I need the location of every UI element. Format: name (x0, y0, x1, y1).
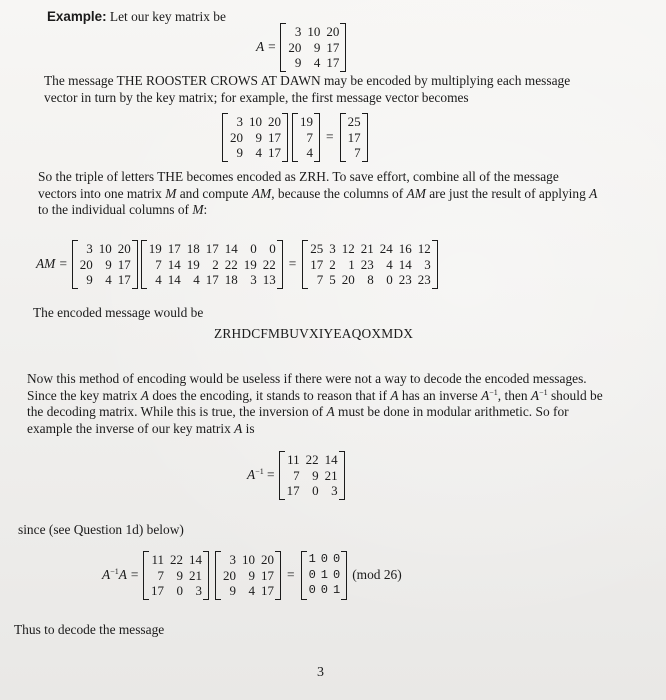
matrix-entry: 17 (261, 583, 275, 598)
equals-sign: = (326, 129, 334, 145)
matrix-entry: 3 (294, 24, 302, 39)
matrix-entry: 0 (320, 583, 328, 597)
matrix-entry: 14 (167, 256, 181, 272)
matrix-entry: 14 (189, 552, 203, 567)
matrix-entry: 18 (186, 241, 200, 256)
inverse-label: $A^{-1}$ = (247, 467, 275, 483)
matrix-entry: 10 (307, 24, 321, 39)
matrix-entry: 20 (79, 256, 93, 272)
matrix-entry: 7 (155, 256, 162, 272)
matrix-entry: 14 (167, 272, 181, 287)
matrix-entry: 20 (341, 272, 355, 287)
matrix-entry: 20 (268, 114, 281, 129)
matrix-entry: 4 (105, 272, 112, 287)
matrix-entry: 9 (105, 256, 112, 272)
matrix-entry: 9 (176, 567, 184, 583)
matrix-entry: 4 (248, 583, 256, 598)
matrix-entry: 9 (86, 272, 93, 287)
matrix-entry: 4 (155, 272, 162, 287)
identity-lhs-label: $A^{-1}A$ = (102, 567, 140, 583)
matrix-entry: 17 (261, 567, 275, 583)
matrix-entry: 23 (360, 256, 374, 272)
matrix-entry: 21 (189, 567, 203, 583)
matrix-entry: 4 (306, 145, 313, 160)
matrix-entry: 0 (386, 272, 393, 287)
identity-key-matrix (215, 552, 281, 599)
matrix-entry: 3 (86, 241, 93, 256)
matrix-entry: 4 (255, 145, 262, 160)
matrix-entry: 4 (313, 55, 321, 70)
matrix-entry: 17 (326, 39, 340, 55)
matrix-entry: 0 (308, 567, 316, 582)
matrix-entry: 16 (398, 241, 412, 256)
matrix-entry: 7 (316, 272, 324, 287)
encoded-message: ZRHDCFMBUVXIYEAQOXMDX (214, 326, 414, 341)
matrix-entry: 5 (329, 272, 336, 287)
matrix-entry: 17 (151, 583, 165, 598)
page-number: 3 (317, 665, 324, 680)
matrix-entry: 4 (193, 272, 200, 287)
matrix-entry: 0 (333, 567, 341, 582)
matrix-entry: 1 (320, 567, 328, 582)
matrix-entry: 4 (386, 256, 393, 272)
matrix-entry: 3 (424, 256, 431, 272)
matrix-entry: 20 (117, 241, 131, 256)
matrix-entry: 17 (205, 272, 219, 287)
matrix-entry: 23 (417, 272, 431, 287)
matrix-entry: 7 (354, 145, 361, 160)
am-product-equation (36, 241, 438, 288)
matrix-entry: 10 (242, 552, 256, 567)
matrix-entry: 22 (262, 256, 276, 272)
matrix-entry: 0 (269, 241, 276, 256)
key-matrix-table (284, 24, 342, 71)
matrix-entry: 17 (268, 145, 281, 160)
matrix-entry: 10 (98, 241, 112, 256)
encoded-matrix-am (302, 241, 438, 288)
matrix-entry: 17 (117, 256, 131, 272)
matrix-entry: 18 (224, 272, 238, 287)
matrix-entry: 25 (347, 114, 361, 129)
matrix-entry: 11 (287, 452, 300, 467)
matrix-entry: 25 (310, 241, 324, 256)
key-matrix-equation (256, 24, 346, 71)
am-key-matrix (72, 241, 138, 288)
am-label: AM = (36, 256, 68, 272)
matrix-entry: 3 (331, 483, 338, 498)
matrix-entry: 19 (243, 256, 257, 272)
matrix-entry: 17 (310, 256, 324, 272)
matrix-entry: 9 (312, 467, 319, 483)
matrix-entry: 11 (151, 552, 165, 567)
matrix-entry: 20 (223, 567, 237, 583)
matrix-entry: 13 (262, 272, 276, 287)
inverse-matrix-equation (247, 452, 345, 499)
matrix-entry: 9 (313, 39, 321, 55)
encoded-intro: The encoded message would be (33, 305, 204, 320)
matrix-entry: 2 (329, 256, 336, 272)
matrix-a-label: A = (256, 39, 277, 55)
message-matrix-m (141, 241, 283, 288)
matrix-entry: 3 (236, 114, 243, 129)
matrix-entry: 20 (326, 24, 340, 39)
matrix-entry: 3 (229, 552, 237, 567)
paragraph-combine-vectors: So the triple of letters THE becomes encoded as ZRH. To save effort, combine all of the message vectors into one matrix M and compute AM, because the columns of AM are just the result of applying A to the individual columns of M: (38, 169, 598, 217)
matrix-entry: 17 (347, 129, 361, 145)
identity-inverse-matrix (143, 552, 209, 599)
equals-sign: = (288, 256, 297, 272)
identity-matrix (301, 552, 348, 599)
example-line (47, 9, 226, 26)
matrix-entry: 0 (320, 552, 328, 566)
matrix-entry: 23 (398, 272, 412, 287)
matrix-entry: 19 (300, 114, 313, 129)
first-product-equation (222, 114, 368, 161)
matrix-entry: 9 (255, 129, 262, 145)
matrix-entry: 10 (249, 114, 262, 129)
matrix-entry: 0 (308, 583, 316, 597)
matrix-entry: 0 (250, 241, 257, 256)
matrix-entry: 17 (205, 241, 219, 256)
matrix-entry: 1 (308, 552, 316, 566)
matrix-entry: 19 (186, 256, 200, 272)
matrix-entry: 14 (324, 452, 338, 467)
matrix-entry: 14 (398, 256, 412, 272)
identity-product-equation (102, 552, 402, 599)
matrix-entry: 9 (248, 567, 256, 583)
matrix-entry: 22 (170, 552, 184, 567)
matrix-entry: 20 (230, 129, 243, 145)
matrix-entry: 22 (305, 452, 319, 467)
paragraph-decoding: Now this method of encoding would be useless if there were not a way to decode the encoded messages. Since the key matrix A does the encoding, it stands to reason that if A has an inverse $A^{-1}$, then $A^{-1}$ should be the decoding matrix. While this is true, the inversion of A must be done in modular arithmetic. So for example the inverse of our key matrix A is (27, 371, 603, 436)
encoded-vector (340, 114, 368, 161)
matrix-entry: 12 (341, 241, 355, 256)
matrix-entry: 7 (293, 467, 300, 483)
matrix-entry: 9 (236, 145, 243, 160)
matrix-entry: 20 (288, 39, 302, 55)
matrix-entry: 0 (333, 552, 341, 566)
inverse-matrix (279, 452, 345, 499)
mod-note: (mod 26) (352, 567, 402, 583)
matrix-entry: 3 (329, 241, 336, 256)
matrix-entry: 1 (333, 583, 341, 597)
matrix-entry: 7 (306, 129, 313, 145)
matrix-entry: 21 (360, 241, 374, 256)
matrix-entry: 7 (157, 567, 165, 583)
matrix-entry: 2 (212, 256, 219, 272)
closing-text: Thus to decode the message (14, 622, 165, 637)
matrix-entry: 17 (286, 483, 300, 498)
matrix-entry: 3 (250, 272, 257, 287)
matrix-entry: 17 (326, 55, 340, 70)
matrix-entry: 17 (268, 129, 281, 145)
matrix-entry: 0 (176, 583, 184, 598)
matrix-entry: 14 (224, 241, 238, 256)
matrix-entry: 0 (312, 483, 319, 498)
paragraph-message-intro: The message THE ROOSTER CROWS AT DAWN may be encoded by multiplying each message vector in turn by the key matrix; for example, the first message vector becomes (44, 73, 571, 105)
matrix-entry: 8 (367, 272, 374, 287)
matrix-entry: 17 (167, 241, 181, 256)
matrix-entry: 19 (148, 241, 162, 256)
key-matrix (280, 24, 346, 71)
matrix-entry: 20 (261, 552, 275, 567)
matrix-entry: 3 (195, 583, 203, 598)
message-vector (292, 114, 320, 161)
matrix-entry: 24 (379, 241, 393, 256)
first-product-key-matrix (222, 114, 288, 161)
matrix-entry: 22 (224, 256, 238, 272)
matrix-entry: 9 (229, 583, 237, 598)
matrix-entry: 21 (324, 467, 338, 483)
example-text: Let our key matrix be (106, 9, 226, 24)
matrix-entry: 17 (117, 272, 131, 287)
matrix-entry: 1 (348, 256, 355, 272)
since-text: since (see Question 1d) below) (18, 522, 184, 537)
example-label: Example: (47, 9, 107, 24)
equals-sign: = (287, 567, 295, 583)
matrix-entry: 9 (294, 55, 302, 70)
matrix-entry: 12 (417, 241, 431, 256)
